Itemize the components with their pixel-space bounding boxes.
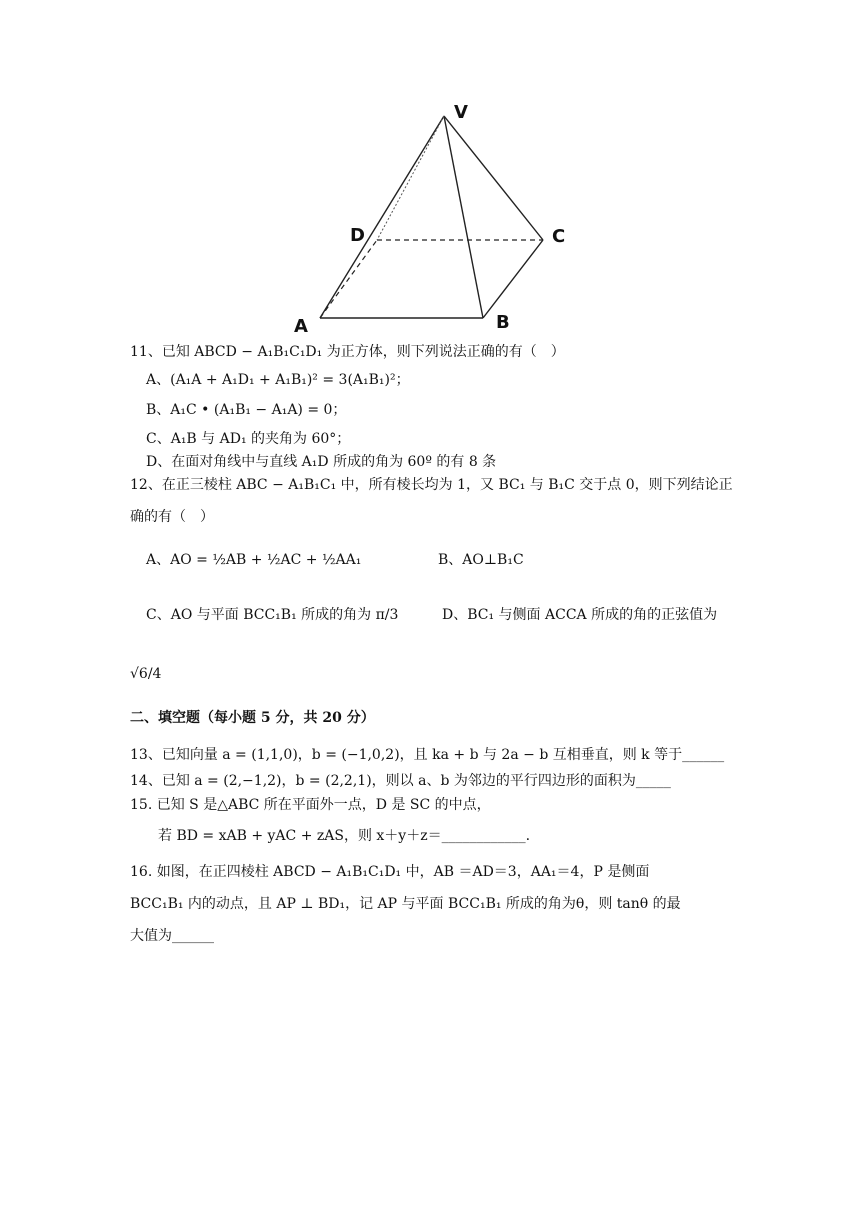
q11-option-b: B、A₁C • (A₁B₁ − A₁A) = 0； <box>146 402 347 418</box>
q12-stem-line1: 12、在正三棱柱 ABC − A₁B₁C₁ 中，所有棱长均为 1，又 BC₁ 与 B₁C 交于点 0，则下列结论正 <box>130 477 733 493</box>
q11-option-d: D、在面对角线中与直线 A₁D 所成的角为 60º 的有 8 条 <box>146 454 497 470</box>
q11-stem: 11、已知 ABCD − A₁B₁C₁D₁ 为正方体，则下列说法正确的有（ ） <box>130 344 565 360</box>
edge-vb <box>444 116 483 318</box>
q12-option-d: D、BC₁ 与侧面 ACCA 所成的角的正弦值为 <box>442 607 718 623</box>
q16-line3: 大值为______ <box>130 928 214 944</box>
section-heading: 二、填空题（每小题 5 分，共 20 分） <box>130 710 375 726</box>
q12-option-b: B、AO⊥B₁C <box>438 552 524 568</box>
q11-option-a: A、(A₁A + A₁D₁ + A₁B₁)² = 3(A₁B₁)²； <box>146 372 410 388</box>
pyramid-figure <box>290 98 590 338</box>
edge-vd <box>377 116 444 240</box>
q11-option-c: C、A₁B 与 AD₁ 的夹角为 60°； <box>146 431 351 447</box>
q14-text: 14、已知 a = (2,−1,2)，b = (2,2,1)，则以 a、b 为邻边的平行四边形的面积为_____ <box>130 773 671 789</box>
edge-ad <box>320 240 377 318</box>
q13-text: 13、已知向量 a = (1,1,0)，b = (−1,0,2)，且 ka + b 与 2a − b 互相垂直，则 k 等于______ <box>130 747 725 763</box>
edge-va <box>320 116 444 318</box>
vertex-label-b: B <box>496 312 510 333</box>
vertex-label-c: C <box>552 226 566 247</box>
q16-line1: 16. 如图，在正四棱柱 ABCD − A₁B₁C₁D₁ 中，AB ＝AD＝3，AA₁＝4，P 是侧面 <box>130 864 650 880</box>
q15-line1: 15. 已知 S 是△ABC 所在平面外一点，D 是 SC 的中点， <box>130 797 491 813</box>
pyramid-diagram <box>290 98 590 338</box>
q15-line2: 若 BD = xAB + yAC + zAS，则 x＋y＋z＝____________. <box>158 828 531 844</box>
edge-vc <box>444 116 543 240</box>
q12-stem-line2: 确的有（ ） <box>130 509 214 525</box>
q12-option-a: A、AO = ½AB + ½AC + ½AA₁ <box>146 552 362 568</box>
q16-line2: BCC₁B₁ 内的动点，且 AP ⊥ BD₁，记 AP 与平面 BCC₁B₁ 所成的角为θ，则 tanθ 的最 <box>130 896 681 912</box>
vertex-label-a: A <box>294 316 308 337</box>
q12-option-d-value: √6/4 <box>130 666 162 682</box>
vertex-label-d: D <box>350 225 365 246</box>
edge-bc <box>483 240 543 318</box>
vertex-label-v: V <box>454 102 468 123</box>
q12-option-c: C、AO 与平面 BCC₁B₁ 所成的角为 π/3 <box>146 607 399 623</box>
